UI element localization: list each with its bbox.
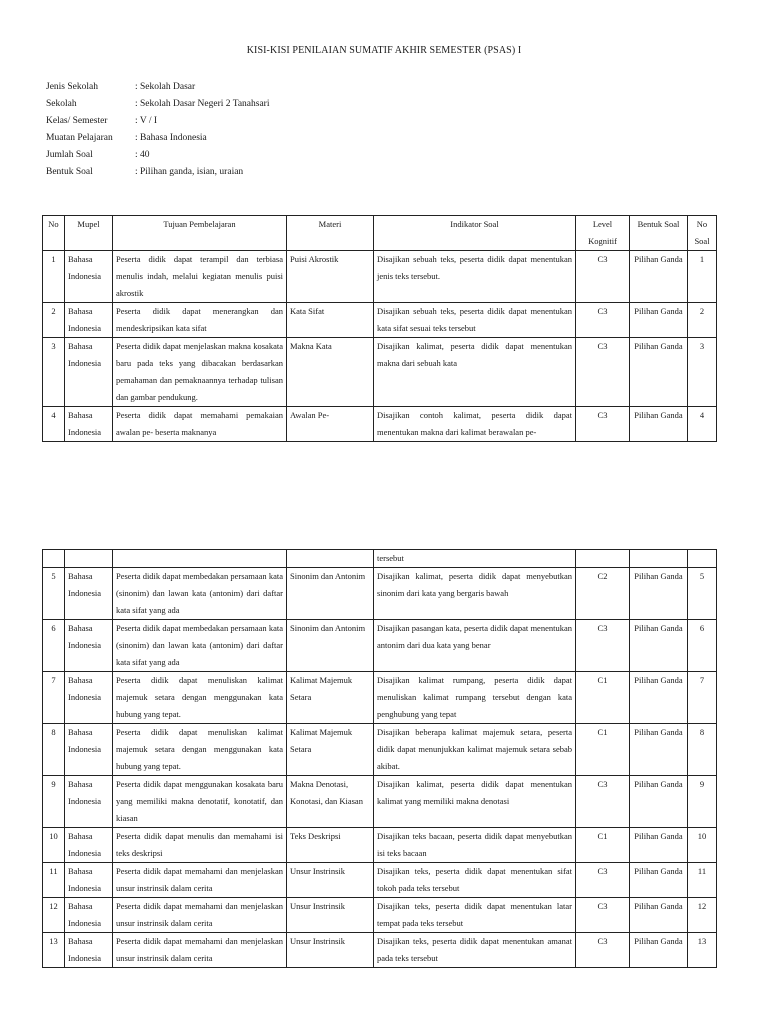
cell-materi: Puisi Akrostik [287, 251, 374, 303]
cell-no: 10 [43, 828, 65, 863]
table-row [43, 672, 717, 724]
cell-mupel: Bahasa Indonesia [65, 933, 113, 968]
cell-materi: Sinonim dan Antonim [287, 620, 374, 672]
cell-no: 2 [43, 303, 65, 338]
info-value: : Sekolah Dasar [135, 82, 196, 92]
cell-tujuan: Peserta didik dapat menuliskan kalimat majemuk setara dengan menggunakan kata hubung yang tepat. [113, 672, 287, 724]
cell-tujuan: Peserta didik dapat terampil dan terbiasa menulis indah, melalui kegiatan menulis puisi akrostik [113, 251, 287, 303]
header-no: No [43, 216, 65, 251]
table-row [43, 303, 717, 338]
cell-level: C3 [576, 338, 630, 407]
cell-nosoal: 2 [688, 303, 717, 338]
info-value: : Bahasa Indonesia [135, 133, 207, 143]
cell-indikator: Disajikan teks, peserta didik dapat menentukan latar tempat pada teks tersebut [374, 898, 576, 933]
cell-mupel: Bahasa Indonesia [65, 251, 113, 303]
cell-indikator: Disajikan teks, peserta didik dapat menentukan sifat tokoh pada teks tersebut [374, 863, 576, 898]
cell-tujuan: Peserta didik dapat membedakan persamaan kata (sinonim) dan lawan kata (antonim) dari daftar kata sifat yang ada [113, 620, 287, 672]
cell-bentuk: Pilihan Ganda [630, 828, 688, 863]
cell-empty [576, 550, 630, 568]
cell-mupel: Bahasa Indonesia [65, 338, 113, 407]
cell-level: C3 [576, 303, 630, 338]
cell-no: 7 [43, 672, 65, 724]
cell-no: 3 [43, 338, 65, 407]
cell-indikator: Disajikan kalimat, peserta didik dapat menyebutkan sinonim dari kata yang bergaris bawah [374, 568, 576, 620]
cell-mupel: Bahasa Indonesia [65, 863, 113, 898]
school-info [46, 79, 270, 181]
cell-materi: Unsur Instrinsik [287, 863, 374, 898]
cell-no: 6 [43, 620, 65, 672]
cell-bentuk: Pilihan Ganda [630, 303, 688, 338]
cell-level: C3 [576, 251, 630, 303]
header-materi: Materi [287, 216, 374, 251]
cell-nosoal: 10 [688, 828, 717, 863]
info-row-muatan [46, 130, 270, 147]
info-label: Kelas/ Semester [46, 116, 108, 126]
cell-level: C2 [576, 568, 630, 620]
cell-level: C3 [576, 620, 630, 672]
cell-materi: Makna Denotasi, Konotasi, dan Kiasan [287, 776, 374, 828]
cell-bentuk: Pilihan Ganda [630, 251, 688, 303]
info-row-jumlah-soal [46, 147, 270, 164]
cell-bentuk: Pilihan Ganda [630, 672, 688, 724]
cell-indikator: Disajikan teks bacaan, peserta didik dapat menyebutkan isi teks bacaan [374, 828, 576, 863]
cell-bentuk: Pilihan Ganda [630, 338, 688, 407]
cell-tujuan: Peserta didik dapat menjelaskan makna kosakata baru pada teks yang dibacakan berdasarkan pemahaman dan pemaknaannya terhadap tulisan dan gambar pendukung. [113, 338, 287, 407]
cell-empty [43, 550, 65, 568]
cell-no: 5 [43, 568, 65, 620]
cell-mupel: Bahasa Indonesia [65, 672, 113, 724]
cell-nosoal: 9 [688, 776, 717, 828]
cell-empty [688, 550, 717, 568]
cell-materi: Unsur Instrinsik [287, 933, 374, 968]
cell-mupel: Bahasa Indonesia [65, 828, 113, 863]
cell-nosoal: 12 [688, 898, 717, 933]
cell-bentuk: Pilihan Ganda [630, 776, 688, 828]
cell-nosoal: 11 [688, 863, 717, 898]
header-indikator: Indikator Soal [374, 216, 576, 251]
table-row [43, 407, 717, 442]
cell-mupel: Bahasa Indonesia [65, 724, 113, 776]
info-row-jenis-sekolah [46, 79, 270, 96]
cell-no: 9 [43, 776, 65, 828]
cell-tujuan: Peserta didik dapat memahami pemakaian awalan pe- beserta maknanya [113, 407, 287, 442]
table-row [43, 776, 717, 828]
cell-level: C1 [576, 724, 630, 776]
cell-indikator: Disajikan beberapa kalimat majemuk setara, peserta didik dapat menunjukkan kalimat majemuk setara sebab akibat. [374, 724, 576, 776]
header-tujuan: Tujuan Pembelajaran [113, 216, 287, 251]
cell-empty [113, 550, 287, 568]
document-title: KISI-KISI PENILAIAN SUMATIF AKHIR SEMESTER (PSAS) I [246, 45, 522, 56]
cell-indikator: Disajikan kalimat rumpang, peserta didik dapat menuliskan kalimat rumpang tersebut dengan kata penghubung yang tepat [374, 672, 576, 724]
cell-tujuan: Peserta didik dapat menggunakan kosakata baru yang memiliki makna denotatif, konotatif, dan kiasan [113, 776, 287, 828]
cell-materi: Kata Sifat [287, 303, 374, 338]
info-value: : Sekolah Dasar Negeri 2 Tanahsari [135, 99, 270, 109]
header-level: Level Kognitif [576, 216, 630, 251]
cell-materi: Kalimat Majemuk Setara [287, 724, 374, 776]
cell-tujuan: Peserta didik dapat menerangkan dan mendeskripsikan kata sifat [113, 303, 287, 338]
info-label: Sekolah [46, 99, 77, 109]
cell-tujuan: Peserta didik dapat memahami dan menjelaskan unsur instrinsik dalam cerita [113, 898, 287, 933]
cell-mupel: Bahasa Indonesia [65, 776, 113, 828]
info-value: : Pilihan ganda, isian, uraian [135, 167, 244, 177]
cell-materi: Teks Deskripsi [287, 828, 374, 863]
cell-tujuan: Peserta didik dapat memahami dan menjelaskan unsur instrinsik dalam cerita [113, 933, 287, 968]
cell-nosoal: 6 [688, 620, 717, 672]
info-value: : 40 [135, 150, 150, 160]
cell-no: 13 [43, 933, 65, 968]
table-row [43, 933, 717, 968]
cell-indikator: Disajikan sebuah teks, peserta didik dapat menentukan jenis teks tersebut. [374, 251, 576, 303]
cell-no: 12 [43, 898, 65, 933]
cell-bentuk: Pilihan Ganda [630, 568, 688, 620]
cell-level: C3 [576, 933, 630, 968]
cell-nosoal: 13 [688, 933, 717, 968]
cell-bentuk: Pilihan Ganda [630, 620, 688, 672]
cell-empty [630, 550, 688, 568]
cell-materi: Kalimat Majemuk Setara [287, 672, 374, 724]
cell-mupel: Bahasa Indonesia [65, 620, 113, 672]
cell-materi: Unsur Instrinsik [287, 898, 374, 933]
cell-indikator: Disajikan teks, peserta didik dapat menentukan amanat pada teks tersebut [374, 933, 576, 968]
cell-level: C3 [576, 776, 630, 828]
cell-no: 4 [43, 407, 65, 442]
cell-no: 1 [43, 251, 65, 303]
table-row-continuation [43, 550, 717, 568]
header-mupel: Mupel [65, 216, 113, 251]
cell-tujuan: Peserta didik dapat memahami dan menjelaskan unsur instrinsik dalam cerita [113, 863, 287, 898]
cell-tujuan: Peserta didik dapat menuliskan kalimat majemuk setara dengan menggunakan kata hubung yang tepat. [113, 724, 287, 776]
table-row [43, 828, 717, 863]
cell-level: C3 [576, 898, 630, 933]
cell-materi: Sinonim dan Antonim [287, 568, 374, 620]
table-row [43, 568, 717, 620]
cell-empty [287, 550, 374, 568]
cell-empty [65, 550, 113, 568]
cell-indikator: Disajikan kalimat, peserta didik dapat menentukan makna dari sebuah kata [374, 338, 576, 407]
cell-mupel: Bahasa Indonesia [65, 303, 113, 338]
table-row [43, 251, 717, 303]
info-row-bentuk-soal [46, 164, 270, 181]
info-row-kelas [46, 113, 270, 130]
cell-nosoal: 3 [688, 338, 717, 407]
cell-mupel: Bahasa Indonesia [65, 407, 113, 442]
cell-bentuk: Pilihan Ganda [630, 407, 688, 442]
cell-indikator: tersebut [374, 550, 576, 568]
info-label: Jenis Sekolah [46, 82, 98, 92]
table-row [43, 898, 717, 933]
info-value: : V / I [135, 116, 158, 126]
table-header-row [43, 216, 717, 251]
cell-tujuan: Peserta didik dapat membedakan persamaan kata (sinonim) dan lawan kata (antonim) dari daftar kata sifat yang ada [113, 568, 287, 620]
cell-indikator: Disajikan contoh kalimat, peserta didik dapat menentukan makna dari kalimat berawalan pe- [374, 407, 576, 442]
cell-tujuan: Peserta didik dapat menulis dan memahami isi teks deskripsi [113, 828, 287, 863]
cell-level: C1 [576, 828, 630, 863]
table-row [43, 863, 717, 898]
kisi-table-page-1 [42, 215, 717, 442]
cell-bentuk: Pilihan Ganda [630, 933, 688, 968]
table-row [43, 338, 717, 407]
info-label: Bentuk Soal [46, 167, 93, 177]
info-label: Jumlah Soal [46, 150, 93, 160]
cell-nosoal: 5 [688, 568, 717, 620]
cell-no: 8 [43, 724, 65, 776]
header-no-soal: No Soal [688, 216, 717, 251]
cell-nosoal: 1 [688, 251, 717, 303]
info-label: Muatan Pelajaran [46, 133, 113, 143]
cell-bentuk: Pilihan Ganda [630, 724, 688, 776]
cell-mupel: Bahasa Indonesia [65, 568, 113, 620]
kisi-table-page-2 [42, 549, 717, 968]
cell-nosoal: 7 [688, 672, 717, 724]
cell-bentuk: Pilihan Ganda [630, 863, 688, 898]
cell-nosoal: 4 [688, 407, 717, 442]
table-row [43, 620, 717, 672]
cell-nosoal: 8 [688, 724, 717, 776]
cell-no: 11 [43, 863, 65, 898]
cell-level: C3 [576, 863, 630, 898]
cell-indikator: Disajikan kalimat, peserta didik dapat menentukan kalimat yang memiliki makna denotasi [374, 776, 576, 828]
cell-level: C3 [576, 407, 630, 442]
cell-materi: Awalan Pe- [287, 407, 374, 442]
cell-indikator: Disajikan pasangan kata, peserta didik dapat menentukan antonim dari dua kata yang benar [374, 620, 576, 672]
cell-bentuk: Pilihan Ganda [630, 898, 688, 933]
info-row-sekolah [46, 96, 270, 113]
header-bentuk: Bentuk Soal [630, 216, 688, 251]
cell-mupel: Bahasa Indonesia [65, 898, 113, 933]
cell-level: C1 [576, 672, 630, 724]
table-row [43, 724, 717, 776]
cell-materi: Makna Kata [287, 338, 374, 407]
cell-indikator: Disajikan sebuah teks, peserta didik dapat menentukan kata sifat sesuai teks tersebut [374, 303, 576, 338]
